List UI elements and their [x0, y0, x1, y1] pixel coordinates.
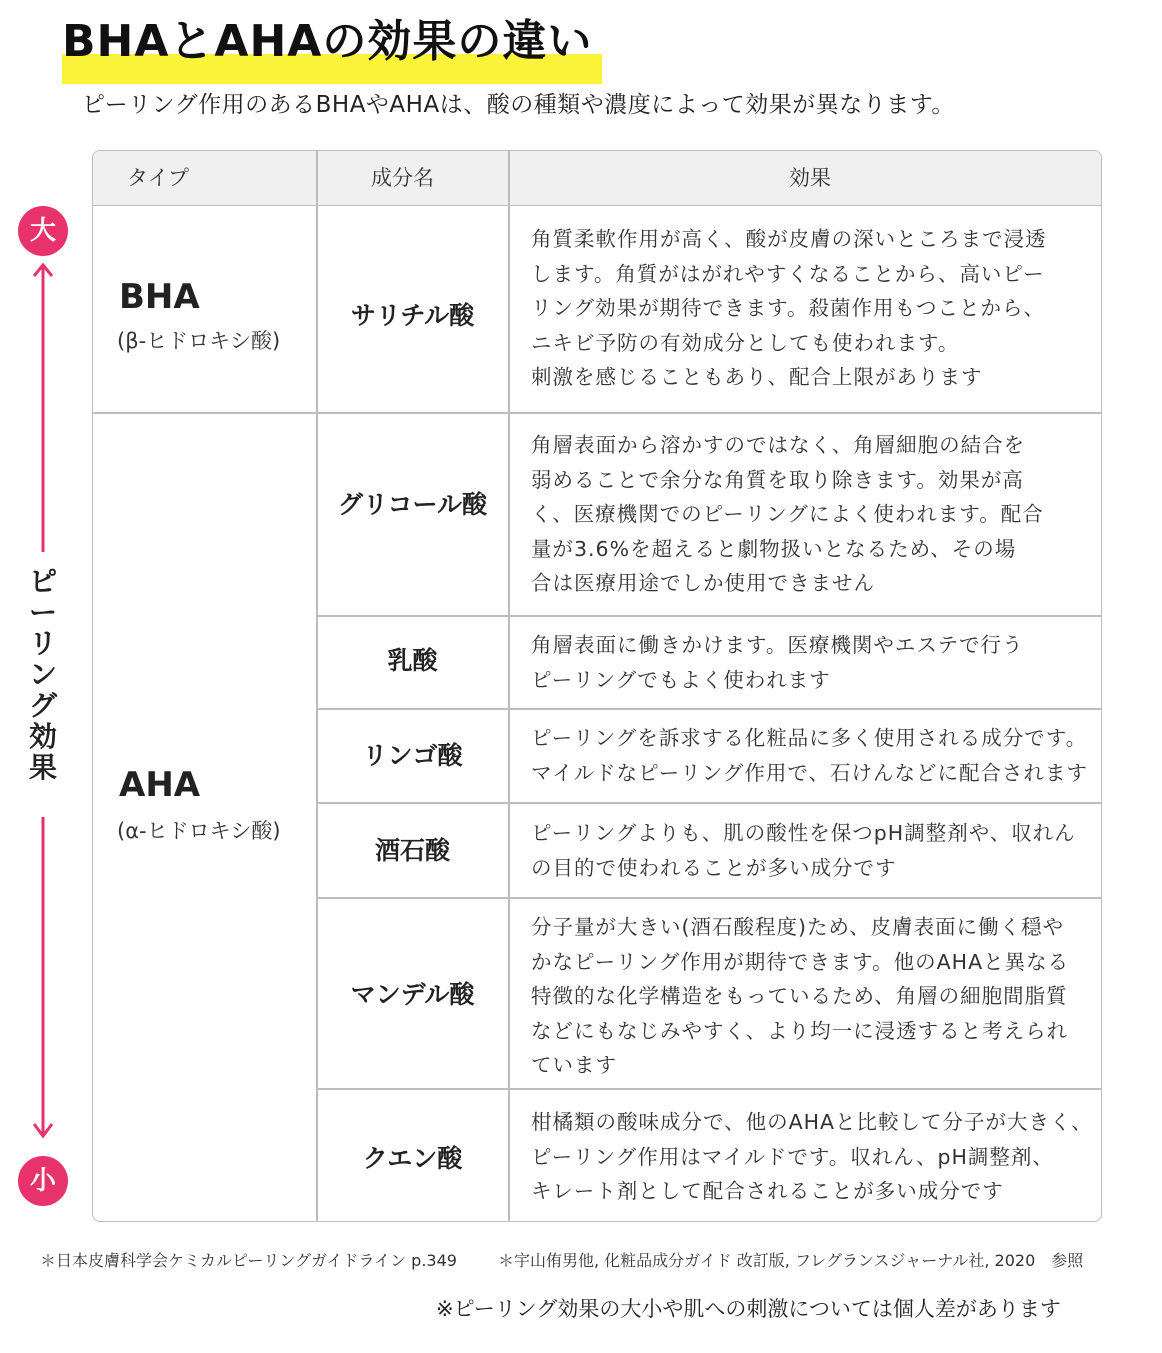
effect-line: 角層表面に働きかけます。医療機関やエステで行う [531, 633, 1024, 657]
effect-line: リング効果が期待できます。殺菌作用もつことから、 [531, 296, 1045, 320]
effect-line: ピーリング作用はマイルドです。収れん、pH調整剤、 [531, 1144, 1054, 1169]
page-title: BHAとAHAの効果の違い [62, 16, 593, 67]
effect-line: の目的で使われることが多い成分です [531, 855, 897, 880]
effect-text [531, 428, 1086, 601]
ingredient-name: 乳酸 [387, 646, 438, 675]
ingredient-name: サリチル酸 [350, 301, 475, 330]
effect-text [531, 1105, 1093, 1209]
comparison-table [92, 150, 1102, 1222]
effect-line: 刺激を感じることもあり、配合上限があります [531, 365, 983, 389]
scale-label-char: ン [28, 658, 57, 691]
type-name: AHA [119, 765, 201, 805]
effect-text [531, 222, 1086, 395]
scale-label-char: ピ [28, 565, 57, 598]
effect-line: 特徴的な化学構造をもっているため、角層の細胞間脂質 [531, 984, 1068, 1008]
effect-text [531, 721, 1086, 790]
effect-line: 弱めることで余分な角質を取り除きます。効果が高 [531, 467, 1024, 492]
scale-label [28, 566, 58, 783]
effect-line: 分子量が大きい(酒石酸程度)ため、皮膚表面に働く穏や [531, 915, 1065, 939]
effect-text [531, 628, 1086, 697]
type-subname: (β-ヒドロキシ酸) [117, 329, 281, 353]
footnote-right: ＊宇山侑男他, 化粧品成分ガイド 改訂版, フレグランスジャーナル社, 2020 参照 [498, 1251, 1084, 1270]
effect-line: ピーリングでもよく使われます [531, 667, 831, 692]
page-subtitle: ピーリング作用のあるBHAやAHAは、酸の種類や濃度によって効果が異なります。 [82, 92, 955, 118]
ingredient-name: リンゴ酸 [362, 741, 463, 770]
row-divider [316, 802, 1102, 804]
header-effect: 効果 [789, 166, 831, 190]
scale-label-char: ー [28, 596, 57, 629]
effect-line: 角層表面から溶かすのではなく、角層細胞の結合を [531, 433, 1026, 457]
scale-top-badge: 大 [18, 206, 68, 256]
effect-line: します。角質がはがれやすくなることから、高いピー [531, 261, 1045, 286]
title-block [62, 14, 592, 70]
ingredient-name: マンデル酸 [350, 980, 475, 1009]
row-divider [316, 708, 1102, 710]
scale-label-char: グ [28, 689, 57, 722]
effect-line: ピーリングを訴求する化粧品に多く使用される成分です。 [531, 726, 1088, 750]
table-header [93, 151, 1101, 206]
scale-label-char: 果 [28, 751, 57, 784]
effect-line: 柑橘類の酸味成分で、他のAHAと比較して分子が大きく、 [531, 1110, 1093, 1134]
row-divider [93, 412, 1101, 414]
effect-line: ピーリングよりも、肌の酸性を保つpH調整剤や、収れん [531, 821, 1076, 845]
effect-line: 量が3.6%を超えると劇物扱いとなるため、その場 [531, 536, 1017, 561]
header-ingredient: 成分名 [371, 166, 434, 190]
type-subname: (α-ヒドロキシ酸) [117, 819, 281, 843]
effect-line: などにもなじみやすく、より均一に浸透すると考えられ [531, 1018, 1069, 1043]
effect-text [531, 816, 1086, 885]
effect-line: く、医療機関でのピーリングによく使われます。配合 [531, 502, 1044, 526]
row-divider [316, 897, 1102, 899]
effect-line: ています [531, 1053, 617, 1077]
header-type: タイプ [127, 166, 189, 190]
footnote-left: ＊日本皮膚科学会ケミカルピーリングガイドライン p.349 [40, 1251, 457, 1270]
row-divider [316, 615, 1102, 617]
ingredient-name: 酒石酸 [374, 836, 450, 865]
scale-label-char: リ [28, 627, 57, 660]
effect-line: かなピーリング作用が期待できます。他のAHAと異なる [531, 949, 1070, 974]
effect-line: 角質柔軟作用が高く、酸が皮膚の深いところまで浸透 [531, 227, 1047, 251]
effect-line: マイルドなピーリング作用で、石けんなどに配合されます [531, 760, 1088, 785]
disclaimer-note: ※ピーリング効果の大小や肌への刺激については個人差があります [436, 1297, 1061, 1321]
effect-line: 合は医療用途でしか使用できません [531, 571, 875, 595]
effect-line: ニキビ予防の有効成分としても使われます。 [531, 330, 960, 355]
effect-line: キレート剤として配合されることが多い成分です [531, 1179, 1004, 1203]
ingredient-name: グリコール酸 [337, 490, 487, 519]
scale-label-char: 効 [28, 720, 57, 753]
type-name: BHA [119, 277, 200, 317]
row-divider [316, 1088, 1102, 1090]
effect-text [531, 910, 1086, 1083]
scale-bottom-badge: 小 [18, 1156, 68, 1206]
ingredient-name: クエン酸 [362, 1144, 463, 1173]
column-divider [508, 151, 510, 1221]
